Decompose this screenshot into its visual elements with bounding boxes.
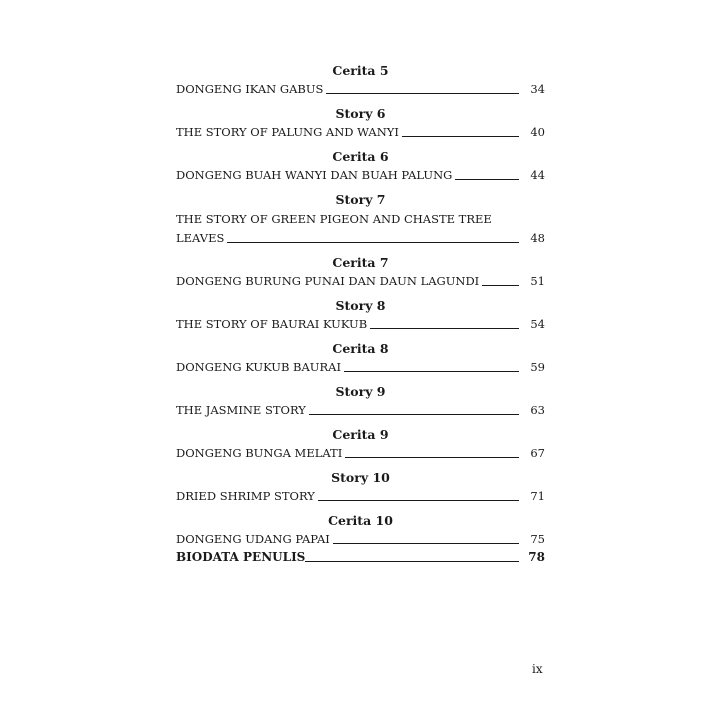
section-heading: Cerita 5 [332, 63, 389, 78]
toc-entry [176, 530, 545, 548]
toc-entry [176, 166, 545, 184]
entry-title: THE STORY OF BAURAI KUKUB [176, 317, 368, 331]
entry-page-number: 71 [530, 489, 545, 503]
entry-page-number: 40 [530, 125, 545, 139]
toc-entry [176, 487, 545, 505]
section-heading: Story 8 [335, 298, 386, 313]
leader-line [482, 285, 519, 286]
entry-title-line-1: THE STORY OF GREEN PIGEON AND CHASTE TREE [176, 212, 492, 226]
toc-section-story-10 [176, 469, 545, 505]
entry-title: DONGENG KUKUB BAURAI [176, 360, 342, 374]
entry-page-number: 78 [528, 550, 545, 564]
toc-entry [176, 272, 545, 290]
toc-entry [176, 229, 545, 247]
toc-section-story-6 [176, 105, 545, 141]
toc-entry [176, 315, 545, 333]
entry-page-number: 44 [530, 168, 545, 182]
entry-page-number: 54 [530, 317, 545, 331]
entry-page-number: 59 [530, 360, 545, 374]
leader-line [227, 242, 519, 243]
section-heading: Cerita 8 [332, 341, 389, 356]
footer-page-number: ix [532, 662, 543, 676]
entry-title: DONGENG IKAN GABUS [176, 82, 324, 96]
toc-section-cerita-10 [176, 512, 545, 566]
entry-title: BIODATA PENULIS [176, 550, 306, 564]
toc-section-cerita-6 [176, 148, 545, 184]
leader-line [455, 179, 519, 180]
toc-entry [176, 444, 545, 462]
leader-line [305, 561, 519, 562]
entry-title: DONGENG BURUNG PUNAI DAN DAUN LAGUNDI [176, 274, 480, 288]
section-heading: Cerita 10 [328, 513, 393, 528]
toc-entry [176, 123, 545, 141]
toc-section-cerita-7 [176, 254, 545, 290]
entry-page-number: 75 [530, 532, 545, 546]
toc-section-cerita-9 [176, 426, 545, 462]
entry-page-number: 67 [530, 446, 545, 460]
toc-entry-biodata [176, 548, 545, 566]
entry-page-number: 63 [530, 403, 545, 417]
table-of-contents [176, 62, 545, 573]
section-heading: Cerita 6 [332, 149, 389, 164]
toc-entry [176, 358, 545, 376]
toc-section-story-8 [176, 297, 545, 333]
entry-title: DRIED SHRIMP STORY [176, 489, 315, 503]
entry-title: THE JASMINE STORY [176, 403, 306, 417]
entry-title: DONGENG BUNGA MELATI [176, 446, 343, 460]
entry-page-number: 48 [530, 231, 545, 245]
toc-section-cerita-5 [176, 62, 545, 98]
leader-line [402, 136, 519, 137]
section-heading: Story 9 [335, 384, 386, 399]
entry-page-number: 34 [530, 82, 545, 96]
leader-line [333, 543, 519, 544]
leader-line [309, 414, 519, 415]
toc-entry [176, 401, 545, 419]
toc-section-story-9 [176, 383, 545, 419]
leader-line [318, 500, 519, 501]
section-heading: Cerita 9 [332, 427, 389, 442]
section-heading: Cerita 7 [332, 255, 389, 270]
toc-section-story-7 [176, 191, 545, 247]
section-heading: Story 10 [331, 470, 390, 485]
section-heading: Story 6 [335, 106, 386, 121]
toc-entry [176, 80, 545, 98]
entry-title: DONGENG UDANG PAPAI [176, 532, 330, 546]
entry-title: THE STORY OF PALUNG AND WANYI [176, 125, 399, 139]
leader-line [326, 93, 519, 94]
entry-page-number: 51 [530, 274, 545, 288]
entry-title: DONGENG BUAH WANYI DAN BUAH PALUNG [176, 168, 453, 182]
leader-line [370, 328, 519, 329]
leader-line [345, 457, 519, 458]
toc-section-cerita-8 [176, 340, 545, 376]
section-heading: Story 7 [335, 192, 386, 207]
entry-title-line-2: LEAVES [176, 231, 225, 245]
leader-line [344, 371, 519, 372]
